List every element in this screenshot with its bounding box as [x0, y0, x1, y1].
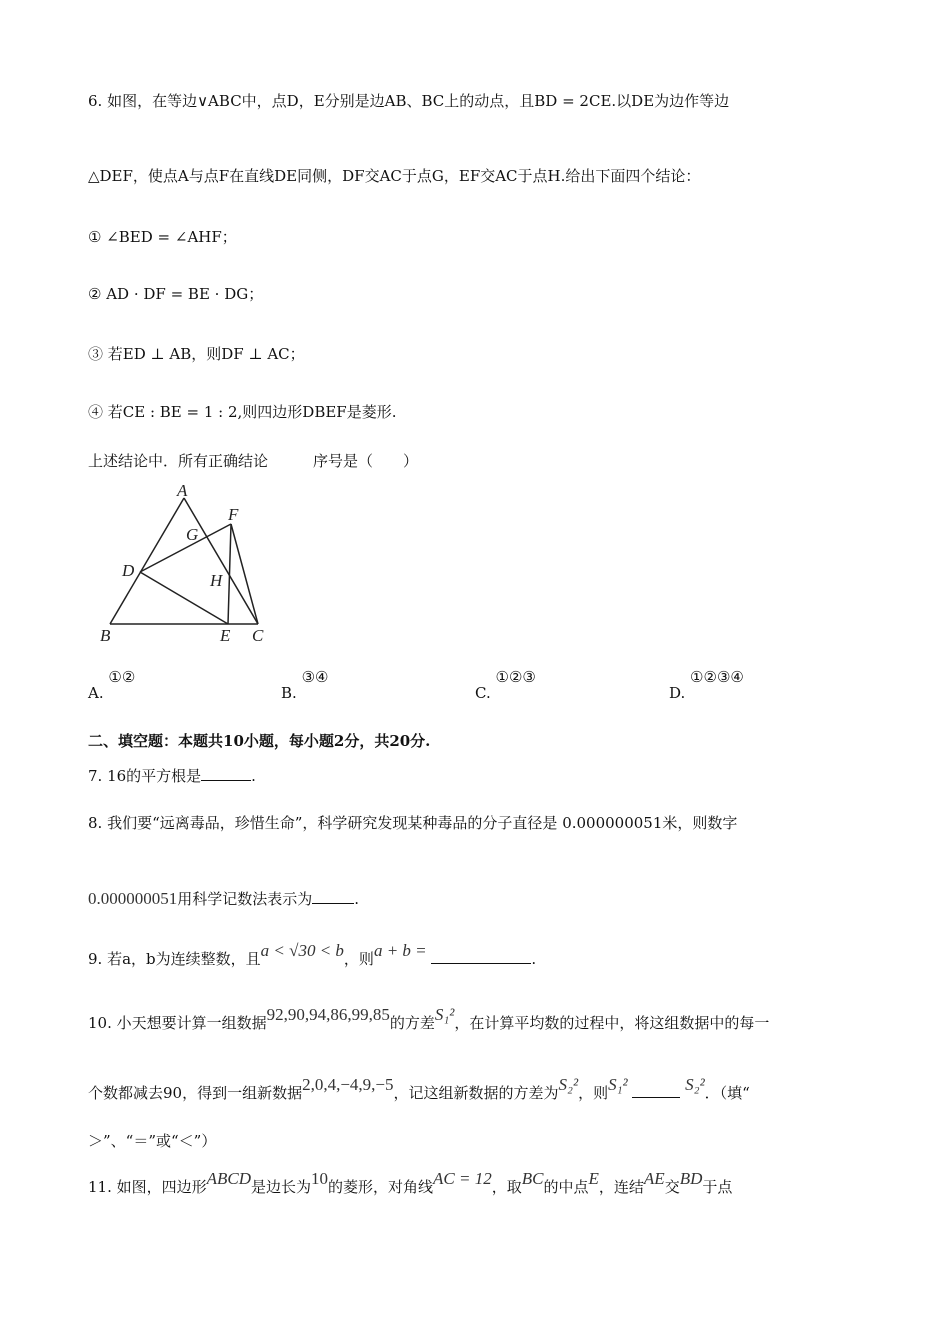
q8-line2	[88, 888, 359, 909]
q10-text: ，则	[578, 1084, 609, 1102]
q10-line3: ＞”、“＝”或“＜”）	[88, 1132, 217, 1150]
label-d: D	[122, 561, 135, 580]
q9-sum: a + b =	[373, 941, 427, 960]
q6-conclusion-4: ④ 若CE : BE = 1 : 2,则四边形DBEF是菱形.	[88, 403, 397, 421]
q11-text: 11. 如图，四边形	[88, 1178, 207, 1196]
q11-text: 于点	[702, 1178, 733, 1196]
label-h: H	[210, 571, 223, 590]
q10-text: 10. 小天想要计算一组数据	[88, 1014, 267, 1032]
option-value: ①②	[108, 668, 136, 686]
q9-inequality: a < √30 < b	[260, 941, 344, 960]
option-letter: D.	[669, 684, 686, 702]
option-value: ③④	[301, 668, 329, 686]
q7-end: .	[251, 767, 256, 785]
answer-blank[interactable]	[312, 891, 354, 904]
q10-line1	[88, 1005, 770, 1033]
q6-line2: △DEF，使点A与点F在直线DE同侧，DF交AC于点G，EF交AC于点H.给出下面四个结论：	[88, 167, 701, 185]
label-b: B	[100, 626, 111, 645]
q11-math: BD	[679, 1169, 703, 1188]
q11	[88, 1169, 733, 1197]
q8-number: 0.000000051	[88, 889, 178, 908]
q8-line1: 8. 我们要“远离毒品，珍惜生命”，科学研究发现某种毒品的分子直径是 0.000000051米，则数字	[88, 814, 738, 832]
q9	[88, 941, 537, 969]
q10-data2: 2,0,4,−4,9,−5	[302, 1075, 394, 1094]
option-a[interactable]	[88, 668, 136, 702]
q11-text: ，取	[491, 1178, 522, 1196]
q9-end: .	[531, 950, 537, 968]
option-value: ①②③	[495, 668, 536, 686]
q8-end: .	[354, 890, 360, 908]
q11-text: 是边长为	[251, 1178, 312, 1196]
option-c[interactable]	[475, 668, 536, 702]
s2-squared: S₂²	[685, 1075, 705, 1094]
answer-blank[interactable]	[201, 768, 251, 781]
option-value: ①②③④	[690, 668, 744, 686]
option-b[interactable]	[281, 668, 329, 702]
s1-squared: S₁²	[608, 1075, 628, 1094]
q9-text: 9. 若a，b为连续整数，且	[88, 950, 261, 968]
q6-line1: 6. 如图，在等边∨ABC中，点D，E分别是边AB、BC上的动点，且BD = 2CE.以DE为边作等边	[88, 92, 730, 110]
q11-text: ，连结	[598, 1178, 644, 1196]
q10-text: ．（填“	[704, 1084, 750, 1102]
edge-fc	[231, 524, 258, 624]
option-letter: A.	[88, 684, 104, 702]
label-c: C	[252, 626, 264, 645]
option-letter: B.	[281, 684, 297, 702]
q11-math: BC	[521, 1169, 544, 1188]
q11-text: 的中点	[543, 1178, 589, 1196]
q6-conclusion-3: ③ 若ED ⊥ AB，则DF ⊥ AC；	[88, 345, 305, 363]
option-d[interactable]	[669, 668, 744, 702]
q7-text: 7. 16的平方根是	[88, 767, 202, 785]
q11-text: 的菱形，对角线	[328, 1178, 434, 1196]
q10-text: ，在计算平均数的过程中，将这组数据中的每一	[454, 1014, 770, 1032]
section-heading: 二、填空题：本题共10小题，每小题2分，共20分.	[88, 732, 431, 750]
s1-squared: S₁²	[434, 1005, 455, 1024]
q11-math: E	[588, 1169, 599, 1188]
q6-conclusion-2: ② AD · DF = BE · DG；	[88, 285, 264, 303]
answer-blank[interactable]	[632, 1085, 680, 1098]
q10-text: ，记这组新数据的方差为	[393, 1084, 559, 1102]
q9-text2: ，则	[343, 950, 374, 968]
q10-data1: 92,90,94,86,99,85	[266, 1005, 390, 1024]
label-a: A	[177, 481, 188, 500]
q10-line2	[88, 1075, 750, 1103]
q6-conclusion-1: ① ∠BED = ∠AHF；	[88, 228, 237, 246]
q11-math: 10	[311, 1169, 329, 1188]
label-e: E	[220, 626, 231, 645]
q6-prompt: 上述结论中．所有正确结论 序号是（ ）	[88, 452, 419, 470]
q10-text: 的方差	[389, 1014, 435, 1032]
s2-squared: S₂²	[558, 1075, 579, 1094]
label-f: F	[228, 505, 239, 524]
q11-math: AC = 12	[433, 1169, 492, 1188]
label-g: G	[186, 525, 199, 544]
q11-math: ABCD	[206, 1169, 252, 1188]
answer-blank[interactable]	[431, 951, 531, 964]
q7	[88, 765, 256, 786]
q11-math: AE	[643, 1169, 665, 1188]
q8-text: 用科学记数法表示为	[177, 890, 313, 908]
q11-text: 交	[664, 1178, 680, 1196]
option-letter: C.	[475, 684, 491, 702]
q10-text: 个数都减去90，得到一组新数据	[88, 1084, 303, 1102]
